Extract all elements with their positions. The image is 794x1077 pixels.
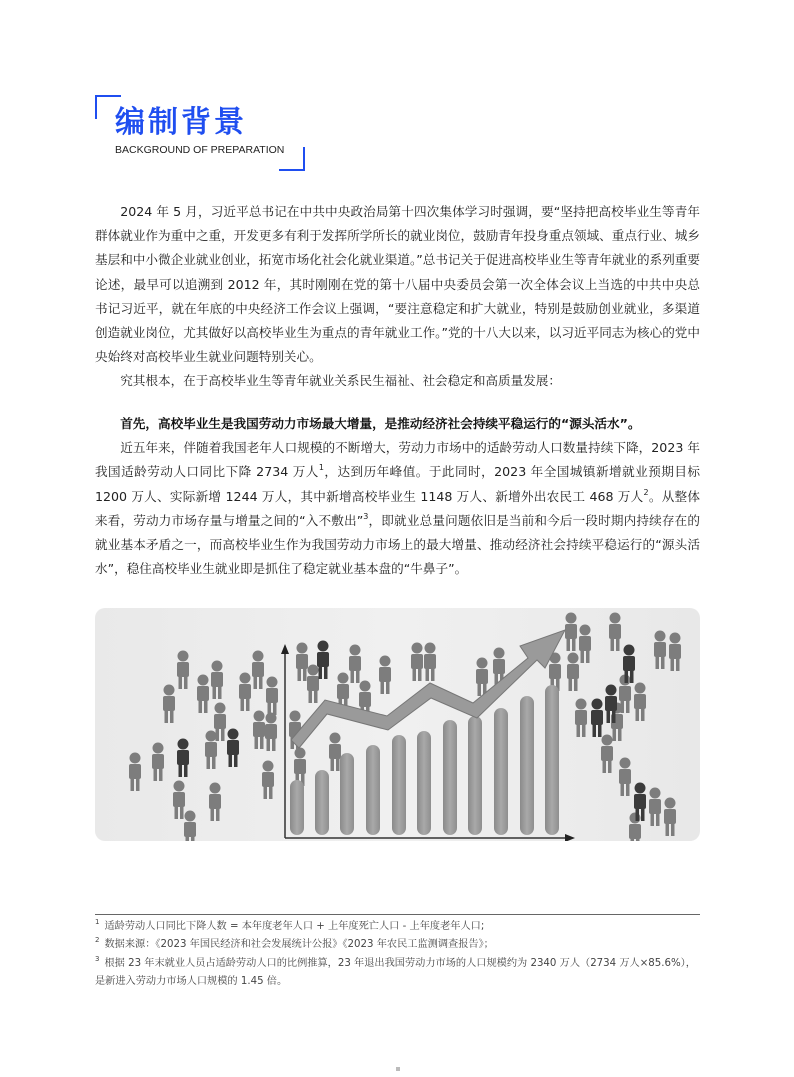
footnote-3: [95, 955, 700, 992]
people-bar-chart-icon: [95, 608, 700, 841]
page-marker-dot: [396, 1067, 400, 1071]
footnotes: [95, 918, 700, 992]
section-subtitle: BACKGROUND OF PREPARATION: [115, 144, 285, 156]
text-run: ，即就业总量问题依旧是当前和今后一段时期内持续存在的就业基本矛盾之一，而高校毕业生作为我国劳动力市场上的最大增量、推动经济社会持续平稳运行的“源头活水”，稳住高校毕业生就业即是抓住了稳定就业基本盘的“牛鼻子”。: [95, 512, 700, 577]
footnote-ref-1[interactable]: 1: [318, 463, 324, 473]
growth-illustration: [95, 608, 700, 841]
footnote-ref-3[interactable]: 3: [363, 511, 369, 521]
paragraph-3: [95, 436, 700, 581]
bracket-bottom-right-decoration: [279, 147, 305, 171]
text-run: 。从整体来看，劳动力市场存量与增量之间的“入不敷出”: [95, 488, 700, 528]
section-heading: [95, 95, 305, 171]
footnote-text: 数据来源：《2023 年国民经济和社会发展统计公报》《2023 年农民工监测调查报告》；: [104, 939, 494, 951]
footnote-divider: [95, 914, 700, 915]
paragraph-1: 2024 年 5 月，习近平总书记在中共中央政治局第十四次集体学习时强调，要“坚持把高校毕业生等青年群体就业作为重中之重，开发更多有利于发挥所学所长的就业岗位，鼓励青年投身重点领域、重点行业、城乡基层和中小微企业就业创业，拓宽市场化社会化就业渠道。”总书记关于促进高校毕业生等青年就业的系列重要论述，最早可以追溯到 2012 年，其时刚刚在党的第十八届中央委员会第一次全体会议上当选的中共中央总书记习近平，就在年底的中央经济工作会议上强调，“要注意稳定和扩大就业，特别是鼓励创业就业，多渠道创造就业岗位，尤其做好以高校毕业生为重点的青年就业工作。”党的十八大以来，以习近平同志为核心的党中央始终对高校毕业生就业问题特别关心。: [95, 204, 700, 365]
footnote-ref-2[interactable]: 2: [643, 487, 649, 497]
footnote-text: 适龄劳动人口同比下降人数 = 本年度老年人口 + 上年度死亡人口 - 上年度老年人口;: [104, 921, 485, 932]
text-run: 近五年来，伴随着我国老年人口规模的不断增大，劳动力市场中的适龄劳动人口数量持续下降，2023 年我国适龄劳动人口同比下降 2734 万人: [95, 440, 700, 480]
footnote-number: 2: [95, 936, 100, 945]
section-title: 编制背景: [115, 105, 247, 140]
footnote-1: [95, 918, 700, 936]
footnote-text: 根据 23 年末就业人员占适龄劳动人口的比例推算，23 年退出我国劳动力市场的人口规模约为 2340 万人（2734 万人×85.6%），是新进入劳动力市场人口规模的 1.45 倍。: [95, 957, 696, 988]
text-run: ，达到历年峰值。于此同时，2023 年全国城镇新增就业预期目标 1200 万人、实际新增 1244 万人，其中新增高校毕业生 1148 万人、新增外出农民工 468 万人: [95, 464, 700, 504]
footnote-number: 3: [95, 954, 100, 963]
footnote-number: 1: [95, 918, 100, 926]
lead-statement: 首先，高校毕业生是我国劳动力市场最大增量，是推动经济社会持续平稳运行的“源头活水”。: [120, 416, 641, 431]
paragraph-2: 究其根本，在于高校毕业生等青年就业关系民生福祉、社会稳定和高质量发展：: [120, 373, 561, 389]
intro-text: [95, 200, 700, 394]
main-text: [95, 412, 700, 581]
footnote-2: [95, 936, 700, 954]
